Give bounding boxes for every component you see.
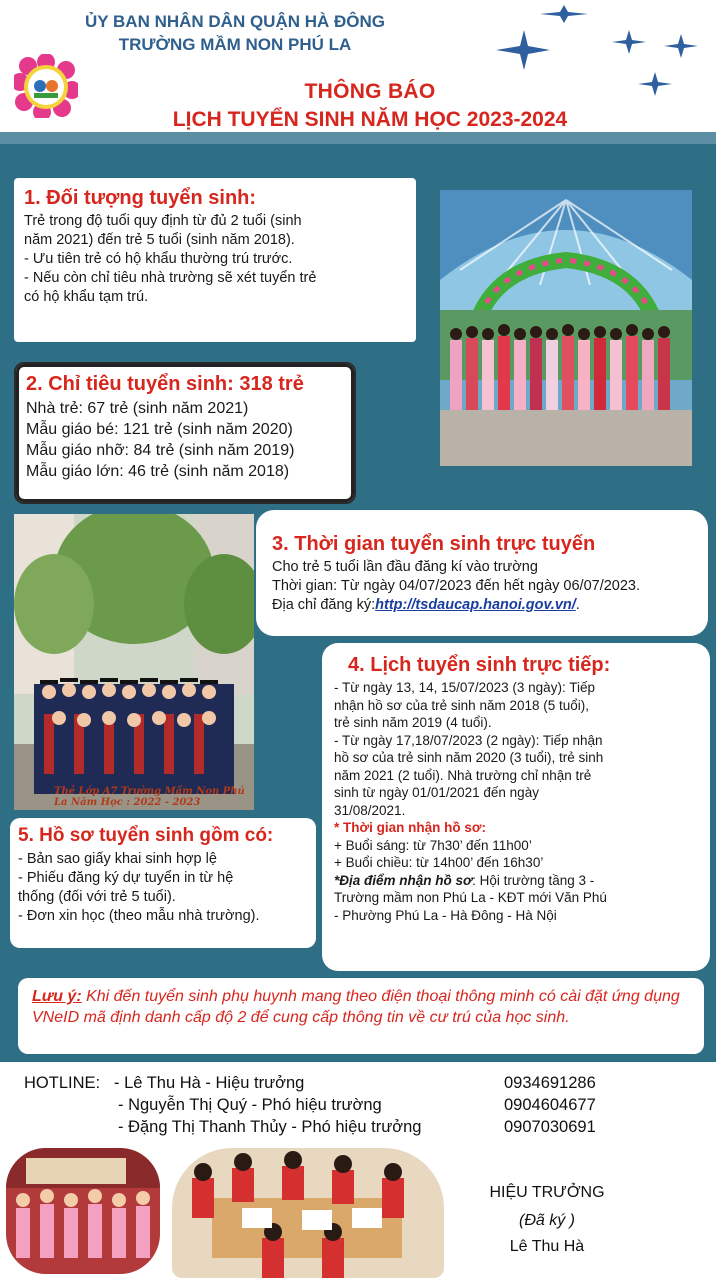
contact-phone: 0904604677 (504, 1096, 596, 1114)
footer (0, 1142, 716, 1280)
place-label: *Địa điểm nhận hồ sơ (334, 872, 473, 888)
section-online-registration (256, 510, 708, 636)
time-heading: * Thời gian nhận hồ sơ: (334, 820, 486, 835)
online-time-line: Thời gian: Từ ngày 04/07/2023 đến hết ngày 06/07/2023. (272, 578, 641, 594)
notice-title: THÔNG BÁO (304, 80, 436, 103)
section-2-heading: 2. Chỉ tiêu tuyển sinh: 318 trẻ (26, 373, 304, 395)
online-target-line: Cho trẻ 5 tuổi lần đầu đăng kí vào trường (272, 559, 538, 575)
principal-name: Lê Thu Hà (509, 1238, 585, 1255)
place-line: - Phường Phú La - Hà Đông - Hà Nội (334, 907, 557, 923)
section-4-heading: 4. Lịch tuyển sinh trực tiếp: (348, 654, 611, 676)
signed-note: (Đã ký ) (519, 1212, 575, 1229)
note-text: Khi đến tuyển sinh phụ huynh mang theo điện thoại thông minh có cài đặt ứng dụng VNeID mã định danh cấp độ 2 để cung cấp thông tin về cư trú của học sinh. (32, 988, 680, 1026)
place-line (334, 872, 698, 890)
direct-line: trẻ sinh năm 2019 (4 tuổi). (334, 715, 492, 730)
quota-line: Nhà trẻ: 67 trẻ (sinh năm 2021) (26, 400, 249, 417)
section-5-heading: 5. Hồ sơ tuyển sinh gồm có: (18, 825, 274, 846)
section-1-heading: 1. Đối tượng tuyển sinh: (24, 187, 257, 209)
star-decoration-icon (480, 0, 716, 110)
classroom-photo (172, 1148, 444, 1278)
direct-line: sinh từ ngày 01/01/2021 đến ngày (334, 785, 539, 800)
performance-photo (6, 1148, 160, 1274)
note-label: Lưu ý: (32, 988, 82, 1005)
hotline-label: HOTLINE: (24, 1074, 101, 1092)
graduation-caption: Thẻ Lớp A7 Trường Mầm Non Phú La Năm Học : 2022 - 2023 (54, 786, 245, 808)
afternoon-hours: + Buổi chiều: từ 14h00’ đến 16h30’ (334, 855, 544, 870)
hotline-section (0, 1062, 716, 1142)
direct-line: hồ sơ của trẻ sinh năm 2020 (3 tuổi), trẻ sinh (334, 750, 604, 765)
online-address-line (272, 596, 698, 615)
header (0, 0, 716, 140)
contact-name: - Lê Thu Hà - Hiệu trưởng (114, 1074, 305, 1092)
place-text: : Hội trường tầng 3 - (472, 872, 595, 888)
contact-phone: 0907030691 (504, 1118, 596, 1136)
document-line: - Phiếu đăng ký dự tuyển in từ hệ (18, 870, 234, 886)
registration-link[interactable]: http://tsdaucap.hanoi.gov.vn/ (375, 597, 576, 613)
quota-line: Mẫu giáo nhỡ: 84 trẻ (sinh năm 2019) (26, 442, 295, 459)
quota-line: Mẫu giáo bé: 121 trẻ (sinh năm 2020) (26, 421, 293, 438)
section-1-line: có hộ khẩu tạm trú. (24, 289, 149, 305)
contact-name: - Đặng Thị Thanh Thủy - Phó hiệu trưởng (118, 1118, 422, 1136)
quota-line: Mẫu giáo lớn: 46 trẻ (sinh năm 2018) (26, 463, 290, 480)
section-1-line: Trẻ trong độ tuổi quy định từ đủ 2 tuổi (sinh (24, 213, 302, 229)
section-documents (10, 818, 316, 948)
contact-name: - Nguyễn Thị Quý - Phó hiệu trường (118, 1096, 382, 1114)
school-logo-icon (14, 54, 78, 118)
section-1-line: - Ưu tiên trẻ có hộ khẩu thường trú trước. (24, 251, 293, 267)
principal-title: HIỆU TRƯỞNG (489, 1184, 605, 1201)
place-line: Trường mầm non Phú La - KĐT mới Văn Phú (334, 890, 607, 905)
direct-line: nhận hồ sơ của trẻ sinh năm 2018 (5 tuổi), (334, 697, 590, 713)
vneid-note (18, 978, 704, 1054)
section-quota (14, 362, 356, 504)
org-line-1: ỦY BAN NHÂN DÂN QUẬN HÀ ĐÔNG (84, 12, 386, 31)
direct-line: năm 2021 (2 tuổi). Nhà trường chỉ nhận trẻ (334, 767, 592, 783)
morning-hours: + Buổi sáng: từ 7h30’ đến 11h00’ (334, 837, 532, 853)
schedule-title: LỊCH TUYỂN SINH NĂM HỌC 2023-2024 (172, 108, 568, 131)
contact-phone: 0934691286 (504, 1074, 596, 1092)
staff-photo (440, 190, 692, 466)
document-line: thống (đối với trẻ 5 tuổi). (18, 889, 176, 905)
address-label: Địa chỉ đăng ký: (272, 597, 376, 613)
document-line: - Bản sao giấy khai sinh hợp lệ (18, 851, 217, 867)
header-divider (0, 132, 716, 144)
section-eligibility (14, 178, 416, 342)
org-line-2: TRƯỜNG MẦM NON PHÚ LA (118, 35, 352, 54)
direct-line: 31/08/2021. (334, 802, 406, 818)
section-direct-registration (322, 643, 710, 971)
section-3-heading: 3. Thời gian tuyển sinh trực tuyến (272, 533, 596, 555)
section-1-line: - Nếu còn chỉ tiêu nhà trường sẽ xét tuyển trẻ (24, 270, 317, 286)
section-1-line: năm 2021) đến trẻ 5 tuổi (sinh năm 2018). (24, 232, 295, 248)
address-end: . (575, 597, 580, 613)
direct-line: - Từ ngày 17,18/07/2023 (2 ngày): Tiếp nhận (334, 732, 603, 748)
document-line: - Đơn xin học (theo mẫu nhà trường). (18, 908, 260, 924)
graduation-photo (14, 514, 254, 810)
direct-line: - Từ ngày 13, 14, 15/07/2023 (3 ngày): Tiếp (334, 680, 595, 695)
